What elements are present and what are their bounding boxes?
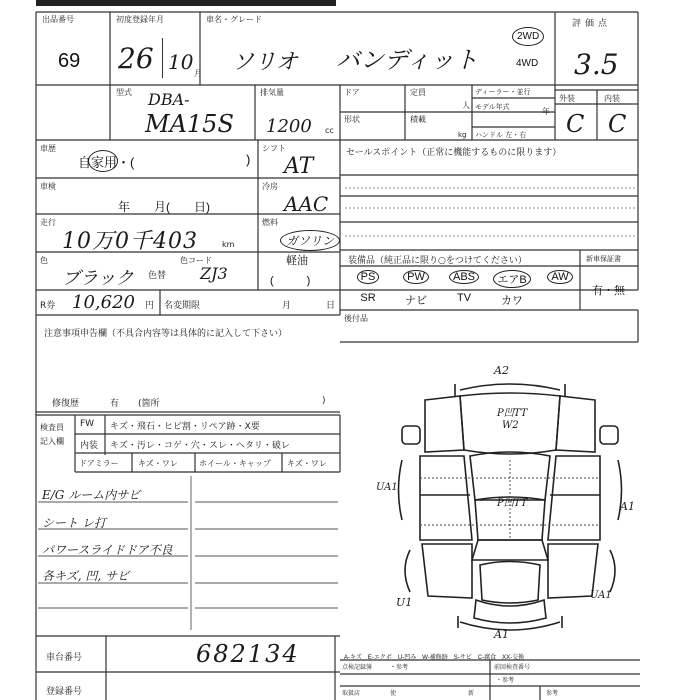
damage-mark-roof: P凹TT — [497, 498, 528, 509]
color-label: 色 — [40, 256, 48, 265]
load-label: 積載 — [410, 115, 426, 124]
car-name: ソリオ — [232, 50, 298, 75]
lot-label: 出品番号 — [42, 15, 74, 24]
diesel-label: 軽油 — [286, 255, 308, 267]
first-registration-year: 26 — [118, 42, 154, 75]
repair-part-label: (箇所 — [138, 399, 160, 409]
remark-line-1: E/G ルーム内サビ — [42, 488, 141, 502]
history-paren-close: ) — [246, 152, 251, 167]
type-label: 型式 — [116, 88, 132, 97]
inspector-label-bottom: 記入欄 — [40, 437, 64, 446]
after-parts-label: 後付品 — [344, 314, 368, 323]
damage-mark-front: A2 — [494, 364, 509, 377]
recycle-label: R券 — [40, 301, 56, 311]
fuel-value: ガソリン — [280, 230, 340, 251]
model-grade-label: 車名・グレード — [206, 15, 262, 24]
displacement-value: 1200 — [266, 116, 312, 137]
damage-mark-left-side: UA1 — [376, 482, 398, 493]
equip-ps — [346, 270, 390, 284]
equip-abs-label: ABS — [449, 270, 479, 284]
capacity-unit: 人 — [462, 101, 470, 110]
inspector-label-top: 検査員 — [40, 423, 64, 432]
registration-number-label: 登録番号 — [46, 687, 83, 697]
equip-pw-label: PW — [403, 270, 429, 284]
score-value: 3.5 — [574, 48, 619, 81]
cooler-value: AAC — [284, 192, 329, 216]
year-unit: 年 — [542, 107, 550, 116]
equip-ps-label: PS — [357, 270, 380, 284]
sales-point-label: セールスポイント（正常に機能するものに限ります） — [346, 148, 562, 158]
inspection-date: 年 月( 日) — [118, 200, 210, 214]
shape-label: 形状 — [344, 115, 360, 124]
damage-mark-rear: A1 — [494, 628, 509, 641]
score-label: 評価点 — [572, 19, 612, 29]
color-code: ZJ3 — [200, 264, 228, 283]
inspector-wheel-damage: キズ・ワレ — [287, 459, 327, 468]
mileage-value: 10万0千403 — [62, 229, 198, 254]
equip-pw — [394, 270, 438, 284]
door-label: ドア — [344, 88, 360, 97]
inspector-mirror-damage: キズ・ワレ — [138, 459, 178, 468]
new-card-value: 有・無 — [592, 285, 625, 297]
name-change-month: 月 — [282, 301, 292, 311]
remark-line-2: シート レ打 — [42, 516, 106, 530]
color-code-label: 色コード — [180, 256, 212, 265]
first-registration-month: 10 — [168, 50, 194, 74]
repair-history-value: 有 — [110, 399, 120, 409]
equip-airbag — [490, 270, 534, 288]
history-label: 車歴 — [40, 144, 56, 153]
previous-inspection-label: 前回検査番号 — [494, 664, 531, 671]
equipment-label: 装備品（純正品に限り○をつけてください） — [348, 256, 527, 266]
type-value: DBA- — [148, 90, 190, 109]
damage-mark-right-side: A1 — [620, 500, 635, 513]
model-code: MA15S — [145, 110, 234, 138]
fuel-paren: ( ) — [270, 275, 311, 287]
repair-history-label: 修復歴 — [52, 399, 80, 409]
load-unit: kg — [458, 131, 467, 139]
drive-4wd: 4WD — [516, 58, 539, 69]
damage-mark-hood: P凹TT — [497, 408, 528, 419]
equip-leather: カワ — [501, 295, 523, 307]
lot-number: 69 — [58, 50, 81, 72]
first-registration-label: 初度登録年月 — [116, 15, 164, 24]
inspector-row1-text: キズ・飛石・ヒビ割・リペア跡・X要 — [110, 422, 260, 432]
inspection-record-value: ・参考 — [390, 664, 409, 671]
cooler-label: 冷房 — [262, 182, 278, 191]
equip-aw-label: AW — [547, 270, 572, 284]
shift-value: AT — [284, 154, 314, 179]
equip-abs — [442, 270, 486, 284]
remark-line-3: パワースライドドア不良 — [42, 543, 173, 557]
used-label: 使 — [390, 690, 397, 697]
frame-number-label: 車台番号 — [46, 653, 83, 663]
damage-mark-left-rear: U1 — [396, 596, 413, 609]
month-unit: 月 — [194, 69, 202, 78]
dealer-label: ディーラー・並行 — [475, 88, 531, 96]
color-change-label: 色替 — [148, 271, 167, 281]
equip-aw — [538, 270, 582, 284]
recycle-value: 10,620 — [72, 292, 135, 313]
color-value: ブラック — [62, 268, 134, 289]
interior-label: 内装 — [604, 94, 620, 103]
equip-sr: SR — [360, 292, 376, 304]
shift-label: シフト — [262, 144, 286, 153]
repair-part-close: ) — [322, 396, 326, 406]
dealer-handler-label: 取扱店 — [342, 690, 361, 697]
new-label: 新 — [468, 690, 475, 697]
handle-label: ハンドル 左・右 — [475, 131, 527, 139]
name-change-day: 日 — [326, 301, 336, 311]
drive-2wd-circled: 2WD — [512, 27, 544, 46]
mileage-label: 走行 — [40, 218, 56, 227]
model-year-label: モデル年式 — [475, 103, 510, 111]
remark-line-4: 各キズ, 凹, サビ — [42, 569, 130, 583]
interior-grade: C — [608, 110, 627, 138]
previous-inspection-value: ・参考 — [496, 677, 515, 684]
inspector-wheel-cap: ホイール・キャップ — [199, 459, 271, 468]
frame-number: 682134 — [196, 640, 300, 668]
yen-unit: 円 — [145, 301, 155, 311]
fuel-label: 燃料 — [262, 218, 278, 227]
history-circle-mark — [88, 150, 118, 172]
inspection-record-label: 点検記録簿 — [342, 664, 373, 671]
displacement-label: 排気量 — [260, 88, 284, 97]
inspector-row2-head: 内装 — [80, 441, 99, 451]
exterior-label: 外装 — [559, 94, 575, 103]
inspection-label: 車検 — [40, 182, 56, 191]
equip-tv: TV — [456, 292, 472, 304]
cc-unit: cc — [325, 126, 334, 135]
damage-mark-hood-w: W2 — [502, 420, 519, 431]
equip-airbag-label: エアB — [493, 270, 530, 288]
name-change-label: 名変期限 — [164, 301, 201, 311]
reference-label: 参考 — [546, 690, 559, 697]
km-unit: km — [222, 240, 235, 249]
damage-mark-right-rear: UA1 — [590, 590, 612, 601]
year-month-divider — [162, 38, 163, 78]
inspector-door-mirror: ドアミラー — [79, 459, 119, 468]
new-card-label: 新車保証書 — [586, 255, 621, 263]
notes-label: 注意事項申告欄（不具合内容等は具体的に記入して下さい） — [44, 329, 288, 339]
inspector-row1-head: FW — [80, 419, 95, 429]
capacity-label: 定員 — [410, 88, 426, 97]
equip-navi: ナビ — [405, 295, 427, 307]
exterior-grade: C — [566, 110, 585, 138]
car-grade: バンディット — [336, 46, 479, 74]
inspector-row2-text: キズ・汚レ・コゲ・穴・スレ・ヘタリ・破レ — [110, 441, 290, 451]
damage-legend: A-キズ E-エクボ U-凹み W-補修跡 S-サビ C-腐食 XX-交換 — [344, 655, 525, 661]
history-value: 自家用・( — [78, 155, 135, 170]
